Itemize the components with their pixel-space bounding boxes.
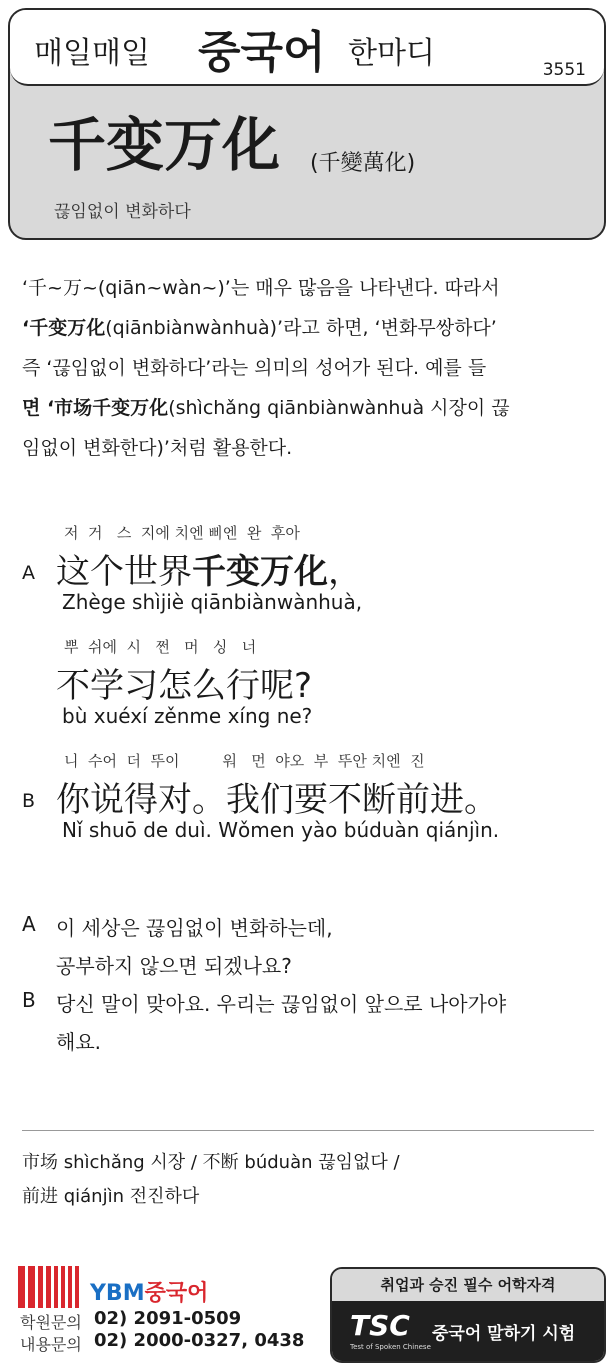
pronunciation-guide: 저 거 스 지에 치엔 삐엔 완 후아 xyxy=(64,524,300,542)
series-title-part1: 매일매일 xyxy=(34,36,150,71)
explanation-text: (qiānbiànwànhuà)’라고 하면, ‘변화무쌍하다’ xyxy=(105,317,497,339)
pinyin: bù xuéxí zěnme xíng ne? xyxy=(62,704,313,728)
contact-number: 02) 2000-0327, 0438 xyxy=(94,1330,305,1351)
series-title-part3: 한마디 xyxy=(348,36,435,71)
highlight-idiom: ‘千变万化 xyxy=(22,317,106,339)
highlight-example: 면 ‘市场千变万化 xyxy=(22,397,169,419)
explanation-line: 즉 ‘끊임없이 변화하다’라는 의미의 성어가 된다. 예를 들 xyxy=(22,357,487,379)
translation-line: 당신 말이 맞아요. 우리는 끊임없이 앞으로 나아가야 xyxy=(56,992,507,1016)
series-banner xyxy=(10,10,604,86)
speaker-label: A xyxy=(22,912,36,936)
chinese-sentence: 不学习怎么行呢? xyxy=(56,666,313,706)
chinese-text: 这个世界 xyxy=(56,552,192,592)
pinyin: Zhège shìjiè qiānbiànwànhuà, xyxy=(62,590,363,614)
contact-label: 학원문의 xyxy=(20,1313,82,1332)
divider xyxy=(22,1130,594,1131)
pronunciation-guide: 니 수어 더 뚜이 워 먼 야오 부 뚜안 치엔 진 xyxy=(64,752,425,770)
tsc-subtitle: Test of Spoken Chinese xyxy=(350,1343,431,1351)
contact-number: 02) 2091-0509 xyxy=(94,1308,242,1329)
translation-line: 이 세상은 끊임없이 변화하는데, xyxy=(56,916,333,940)
explanation-text: (shìchǎng qiānbiànwànhuà 시장이 끊 xyxy=(168,397,510,419)
chinese-sentence: 你说得对。我们要不断前进。 xyxy=(56,780,498,820)
speaker-label: A xyxy=(22,562,35,584)
brand-name xyxy=(90,1276,208,1307)
explanation-line xyxy=(22,308,598,348)
tsc-name: 중국어 말하기 시험 xyxy=(432,1324,576,1344)
explanation-line xyxy=(22,388,598,428)
explanation xyxy=(22,268,598,468)
tsc-tagline: 취업과 승진 필수 어학자격 xyxy=(332,1269,604,1301)
contact-label: 내용문의 xyxy=(20,1335,82,1354)
header-box xyxy=(8,8,606,240)
idiom-meaning: 끊임없이 변화하다 xyxy=(54,202,191,222)
chinese-sentence xyxy=(56,544,362,593)
tsc-logo: TSC xyxy=(350,1309,410,1342)
issue-number: 3551 xyxy=(542,60,586,80)
chinese-text: ， xyxy=(328,552,362,592)
explanation-line: ‘千~万~(qiān~wàn~)’는 매우 많음을 나타낸다. 따라서 xyxy=(22,277,500,299)
tsc-brand xyxy=(332,1301,604,1363)
idiom-traditional: (千變萬化) xyxy=(310,151,416,176)
pinyin: Nǐ shuō de duì. Wǒmen yào búduàn qiánjìn. xyxy=(62,818,500,842)
tsc-banner xyxy=(330,1267,606,1363)
brand-en: YBM xyxy=(90,1281,145,1306)
brand-ko: 중국어 xyxy=(144,1281,209,1306)
translation-line: 해요. xyxy=(56,1030,101,1054)
vocab-line: 市场 shìchǎng 시장 / 不断 búduàn 끊임없다 / xyxy=(22,1152,400,1173)
ybm-logo-icon xyxy=(18,1266,82,1308)
speaker-label: B xyxy=(22,790,36,812)
explanation-line: 임없이 변화한다)’처럼 활용한다. xyxy=(22,437,293,459)
series-title-part2: 중국어 xyxy=(198,27,326,78)
idiom-title: 千变万化 xyxy=(48,111,281,179)
pronunciation-guide: 뿌 쉬에 시 쩐 머 싱 너 xyxy=(64,638,257,656)
translation-line: 공부하지 않으면 되겠나요? xyxy=(56,954,292,978)
speaker-label: B xyxy=(22,988,36,1012)
chinese-highlight: 千变万化 xyxy=(192,552,328,592)
vocab-line: 前进 qiánjìn 전진하다 xyxy=(22,1186,200,1207)
